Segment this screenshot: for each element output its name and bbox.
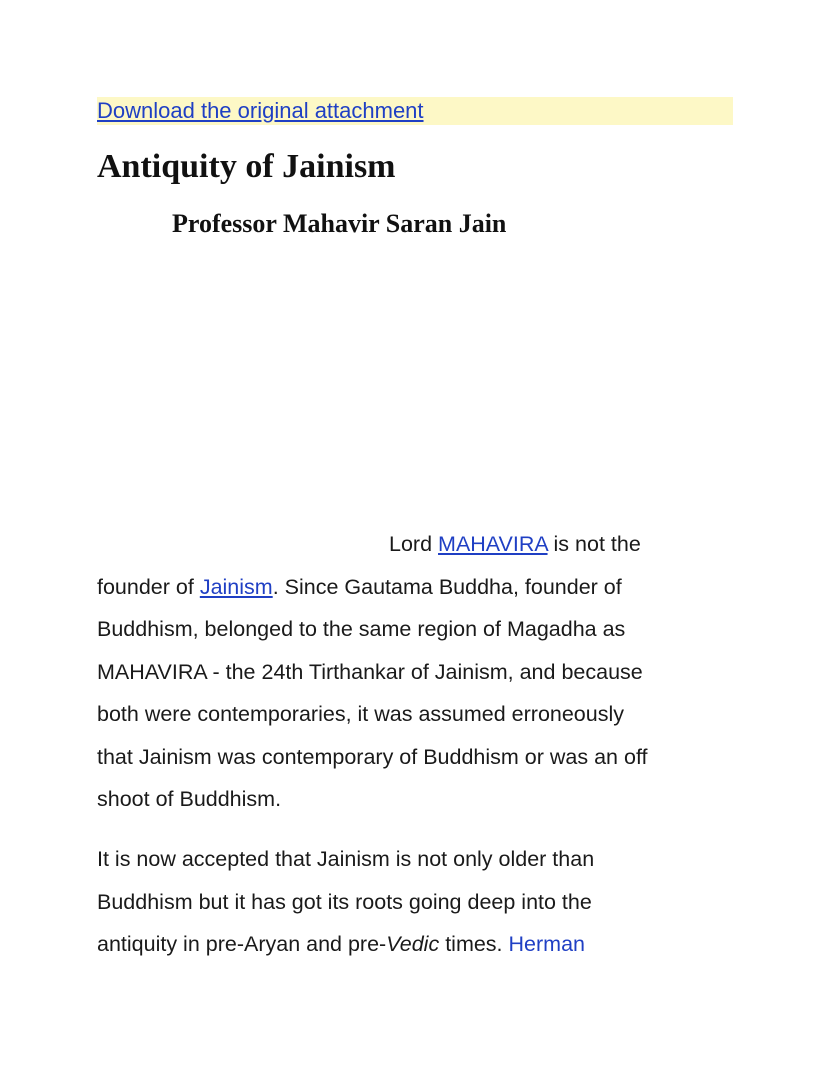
- founder-of-text: founder of: [97, 574, 194, 599]
- paragraph-1-line-4: MAHAVIRA - the 24th Tirthankar of Jainism, and because: [97, 659, 643, 684]
- author-name: Professor Mahavir Saran Jain: [172, 209, 507, 238]
- mahavira-link[interactable]: MAHAVIRA: [438, 532, 548, 556]
- jainism-link[interactable]: Jainism: [199, 574, 273, 599]
- vedic-text: Vedic: [386, 932, 440, 956]
- lord-text: Lord: [389, 532, 433, 556]
- paragraph-1-line-1: [97, 523, 648, 566]
- paragraph-2: [97, 838, 594, 966]
- paragraph-1: [97, 523, 648, 821]
- paragraph-1-line-3: Buddhism, belonged to the same region of Magadha as: [97, 617, 626, 641]
- paragraph-2-line-1: It is now accepted that Jainism is not only older than: [97, 847, 595, 871]
- line-1-rest: is not the: [553, 532, 641, 556]
- paragraph-1-line-7: shoot of Buddhism.: [97, 787, 282, 811]
- paragraph-1-line-5: both were contemporaries, it was assumed erroneously: [97, 702, 625, 726]
- paragraph-2-line-2: Buddhism but it has got its roots going deep into the: [97, 889, 592, 914]
- paragraph-1-line-6: that Jainism was contemporary of Buddhism or was an off: [97, 744, 648, 769]
- document-title: Antiquity of Jainism: [97, 148, 396, 185]
- download-attachment-link[interactable]: Download the original attachment: [97, 98, 424, 123]
- paragraph-1-line-2: [97, 566, 648, 609]
- line-2-rest: . Since Gautama Buddha, founder of: [272, 574, 622, 599]
- line-3-mid: times.: [445, 932, 503, 956]
- herman-link[interactable]: Herman: [508, 932, 585, 956]
- line-3-start: antiquity in pre-Aryan and pre-: [97, 932, 387, 956]
- paragraph-2-line-3: [97, 923, 594, 966]
